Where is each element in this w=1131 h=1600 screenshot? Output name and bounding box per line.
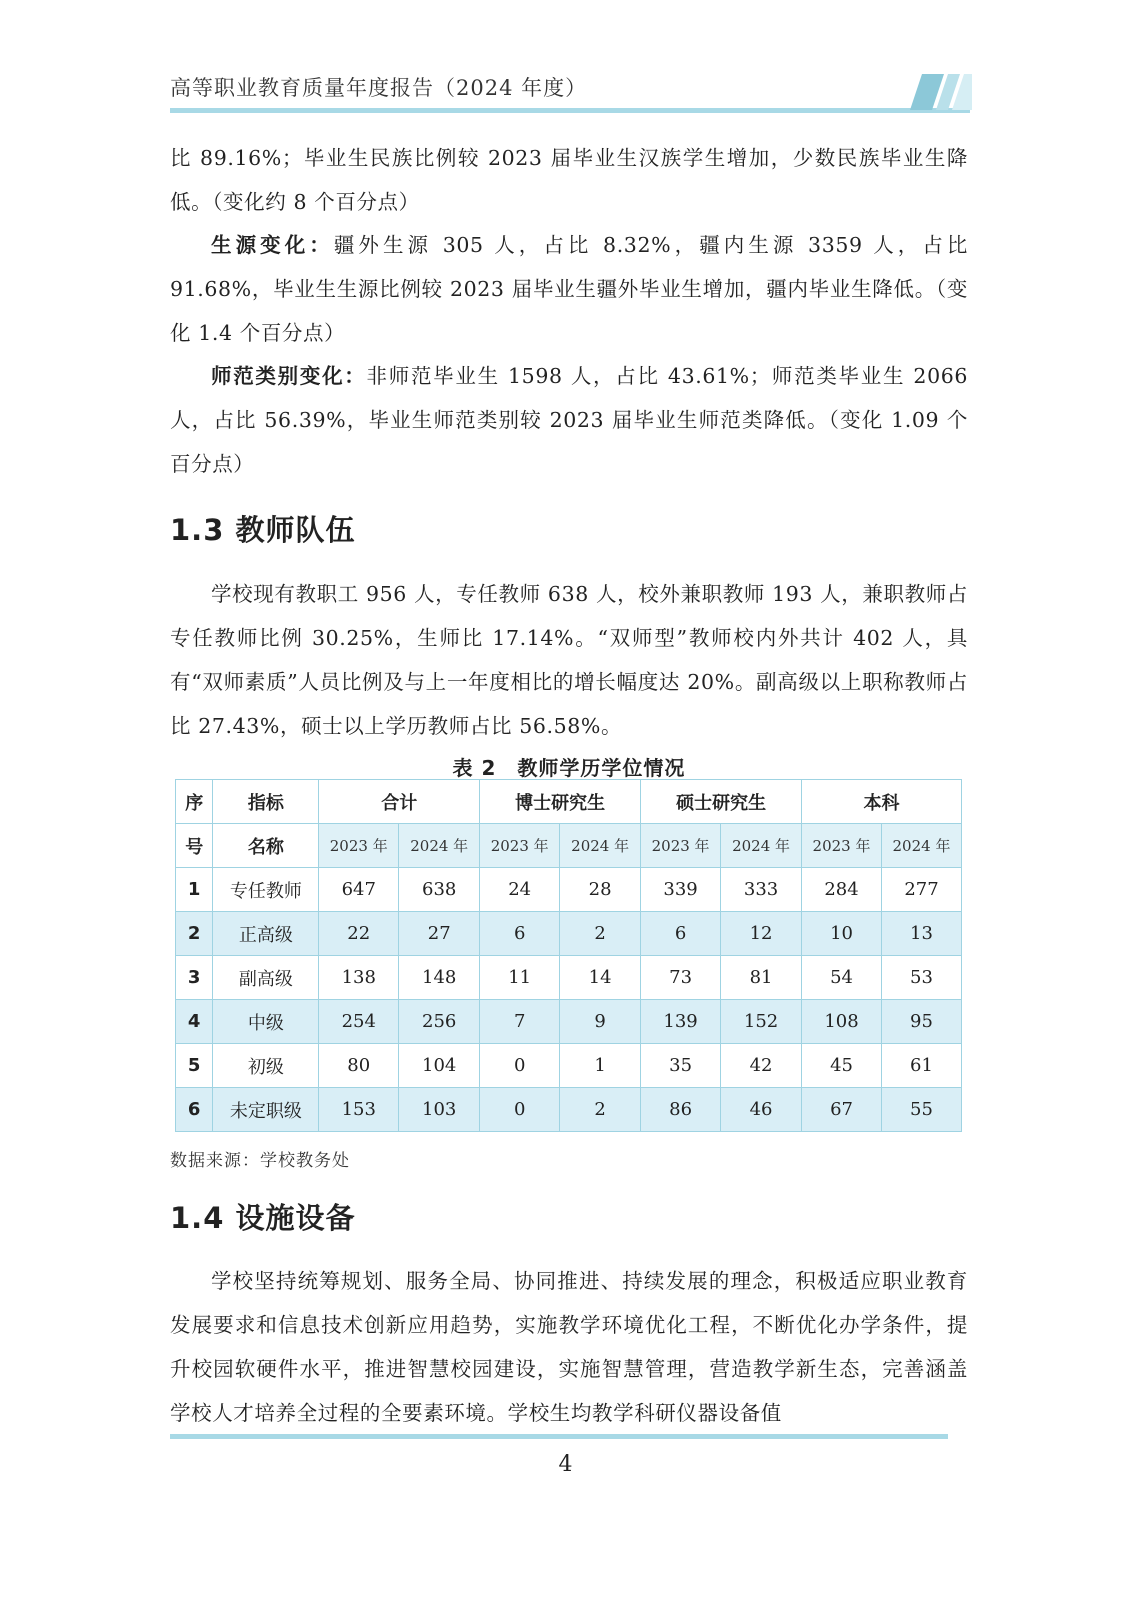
paragraph-facilities: 学校坚持统筹规划、服务全局、协同推进、持续发展的理念，积极适应职业教育发展要求和信息技术创新应用趋势，实施教学环境优化工程，不断优化办学条件，提升校园软硬件水平，推进智慧校园建设，实施智慧管理，营造教学新生态，完善涵盖学校人才培养全过程的全要素环境。学校生均教学科研仪器设备值 xyxy=(170,1269,968,1425)
header-title: 高等职业教育质量年度报告（2024 年度） xyxy=(170,76,588,100)
row-value-cell: 0 xyxy=(480,1044,560,1088)
header-decoration-icon xyxy=(910,70,972,114)
label-student-source: 生源变化： xyxy=(211,233,334,257)
row-value-cell: 638 xyxy=(399,868,480,912)
row-seq: 6 xyxy=(176,1088,213,1132)
table-row xyxy=(176,1000,962,1044)
row-value-cell: 2 xyxy=(560,1088,641,1132)
header-group-total: 合计 xyxy=(319,780,480,824)
row-indicator-name: 正高级 xyxy=(213,912,319,956)
teacher-degree-table xyxy=(175,779,962,1132)
row-value-cell: 10 xyxy=(802,912,882,956)
row-value-cell: 73 xyxy=(641,956,721,1000)
row-indicator-name: 初级 xyxy=(213,1044,319,1088)
header-year: 2023 年 xyxy=(480,824,560,868)
row-value-cell: 95 xyxy=(881,1000,961,1044)
row-value-cell: 13 xyxy=(881,912,961,956)
table-year-row xyxy=(176,824,962,868)
row-value-cell: 80 xyxy=(319,1044,399,1088)
section-heading-teachers: 1.3 教师队伍 xyxy=(170,513,356,547)
row-seq: 4 xyxy=(176,1000,213,1044)
header-year: 2023 年 xyxy=(319,824,399,868)
row-value-cell: 0 xyxy=(480,1088,560,1132)
header-name-bottom: 名称 xyxy=(213,824,319,868)
row-value-cell: 647 xyxy=(319,868,399,912)
header-year: 2024 年 xyxy=(399,824,480,868)
row-value-cell: 104 xyxy=(399,1044,480,1088)
row-value-cell: 27 xyxy=(399,912,480,956)
row-value-cell: 45 xyxy=(802,1044,882,1088)
row-value-cell: 153 xyxy=(319,1088,399,1132)
row-value-cell: 61 xyxy=(881,1044,961,1088)
row-value-cell: 152 xyxy=(721,1000,802,1044)
paragraph-ethnicity: 比 89.16%；毕业生民族比例较 2023 届毕业生汉族学生增加，少数民族毕业生降低。（变化约 8 个百分点） xyxy=(170,146,968,214)
row-value-cell: 7 xyxy=(480,1000,560,1044)
row-value-cell: 256 xyxy=(399,1000,480,1044)
header-group-doctor: 博士研究生 xyxy=(480,780,641,824)
row-value-cell: 55 xyxy=(881,1088,961,1132)
row-value-cell: 277 xyxy=(881,868,961,912)
label-normal-category: 师范类别变化： xyxy=(211,364,367,388)
section-heading-facilities: 1.4 设施设备 xyxy=(170,1201,356,1235)
row-value-cell: 138 xyxy=(319,956,399,1000)
row-seq: 5 xyxy=(176,1044,213,1088)
table-caption: 表 2 教师学历学位情况 xyxy=(452,756,686,780)
row-value-cell: 67 xyxy=(802,1088,882,1132)
row-value-cell: 103 xyxy=(399,1088,480,1132)
row-value-cell: 42 xyxy=(721,1044,802,1088)
row-indicator-name: 专任教师 xyxy=(213,868,319,912)
header-seq-bottom: 号 xyxy=(176,824,213,868)
table-row xyxy=(176,868,962,912)
row-value-cell: 1 xyxy=(560,1044,641,1088)
row-value-cell: 284 xyxy=(802,868,882,912)
row-seq: 3 xyxy=(176,956,213,1000)
row-value-cell: 6 xyxy=(480,912,560,956)
row-value-cell: 14 xyxy=(560,956,641,1000)
row-value-cell: 6 xyxy=(641,912,721,956)
text-normal-category: 非师范毕业生 1598 人，占比 43.61%；师范类毕业生 2066 人，占比 56.39%，毕业生师范类别较 2023 届毕业生师范类降低。（变化 1.09 个百分点） xyxy=(170,364,969,476)
row-value-cell: 339 xyxy=(641,868,721,912)
table-source-note: 数据来源：学校教务处 xyxy=(170,1151,350,1171)
header-group-master: 硕士研究生 xyxy=(641,780,802,824)
row-value-cell: 148 xyxy=(399,956,480,1000)
row-value-cell: 139 xyxy=(641,1000,721,1044)
paragraph-teachers: 学校现有教职工 956 人，专任教师 638 人，校外兼职教师 193 人，兼职教师占专任教师比例 30.25%，生师比 17.14%。“双师型”教师校内外共计 402 人，具有“双师素质”人员比例及与上一年度相比的增长幅度达 20%。副高级以上职称教师占比 27.43%，硕士以上学历教师占比 56.58%。 xyxy=(170,582,968,738)
table-row xyxy=(176,912,962,956)
row-value-cell: 24 xyxy=(480,868,560,912)
row-value-cell: 28 xyxy=(560,868,641,912)
footer-rule xyxy=(170,1434,948,1439)
row-value-cell: 22 xyxy=(319,912,399,956)
table-row xyxy=(176,956,962,1000)
row-indicator-name: 未定职级 xyxy=(213,1088,319,1132)
page-header xyxy=(170,70,970,114)
row-value-cell: 9 xyxy=(560,1000,641,1044)
header-year: 2024 年 xyxy=(881,824,961,868)
text-student-source: 疆外生源 305 人，占比 8.32%，疆内生源 3359 人，占比 91.68%，毕业生生源比例较 2023 届毕业生疆外毕业生增加，疆内毕业生降低。（变化 1.4 个百分点） xyxy=(170,233,969,345)
table-header-row xyxy=(176,780,962,824)
header-seq-top: 序 xyxy=(176,780,213,824)
header-year: 2024 年 xyxy=(721,824,802,868)
table-body xyxy=(176,868,962,1132)
row-seq: 2 xyxy=(176,912,213,956)
header-year: 2024 年 xyxy=(560,824,641,868)
row-value-cell: 35 xyxy=(641,1044,721,1088)
header-name-top: 指标 xyxy=(213,780,319,824)
row-value-cell: 254 xyxy=(319,1000,399,1044)
row-value-cell: 54 xyxy=(802,956,882,1000)
header-year: 2023 年 xyxy=(641,824,721,868)
table-row xyxy=(176,1044,962,1088)
row-value-cell: 86 xyxy=(641,1088,721,1132)
row-value-cell: 12 xyxy=(721,912,802,956)
row-value-cell: 46 xyxy=(721,1088,802,1132)
row-seq: 1 xyxy=(176,868,213,912)
row-value-cell: 2 xyxy=(560,912,641,956)
row-indicator-name: 中级 xyxy=(213,1000,319,1044)
row-value-cell: 108 xyxy=(802,1000,882,1044)
page-number: 4 xyxy=(558,1452,573,1477)
header-group-bachelor: 本科 xyxy=(802,780,962,824)
row-value-cell: 53 xyxy=(881,956,961,1000)
row-value-cell: 81 xyxy=(721,956,802,1000)
header-rule xyxy=(170,108,970,113)
paragraph-student-source xyxy=(170,223,968,355)
row-value-cell: 333 xyxy=(721,868,802,912)
header-year: 2023 年 xyxy=(802,824,882,868)
row-value-cell: 11 xyxy=(480,956,560,1000)
table-row xyxy=(176,1088,962,1132)
row-indicator-name: 副高级 xyxy=(213,956,319,1000)
paragraph-normal-category xyxy=(170,354,968,486)
